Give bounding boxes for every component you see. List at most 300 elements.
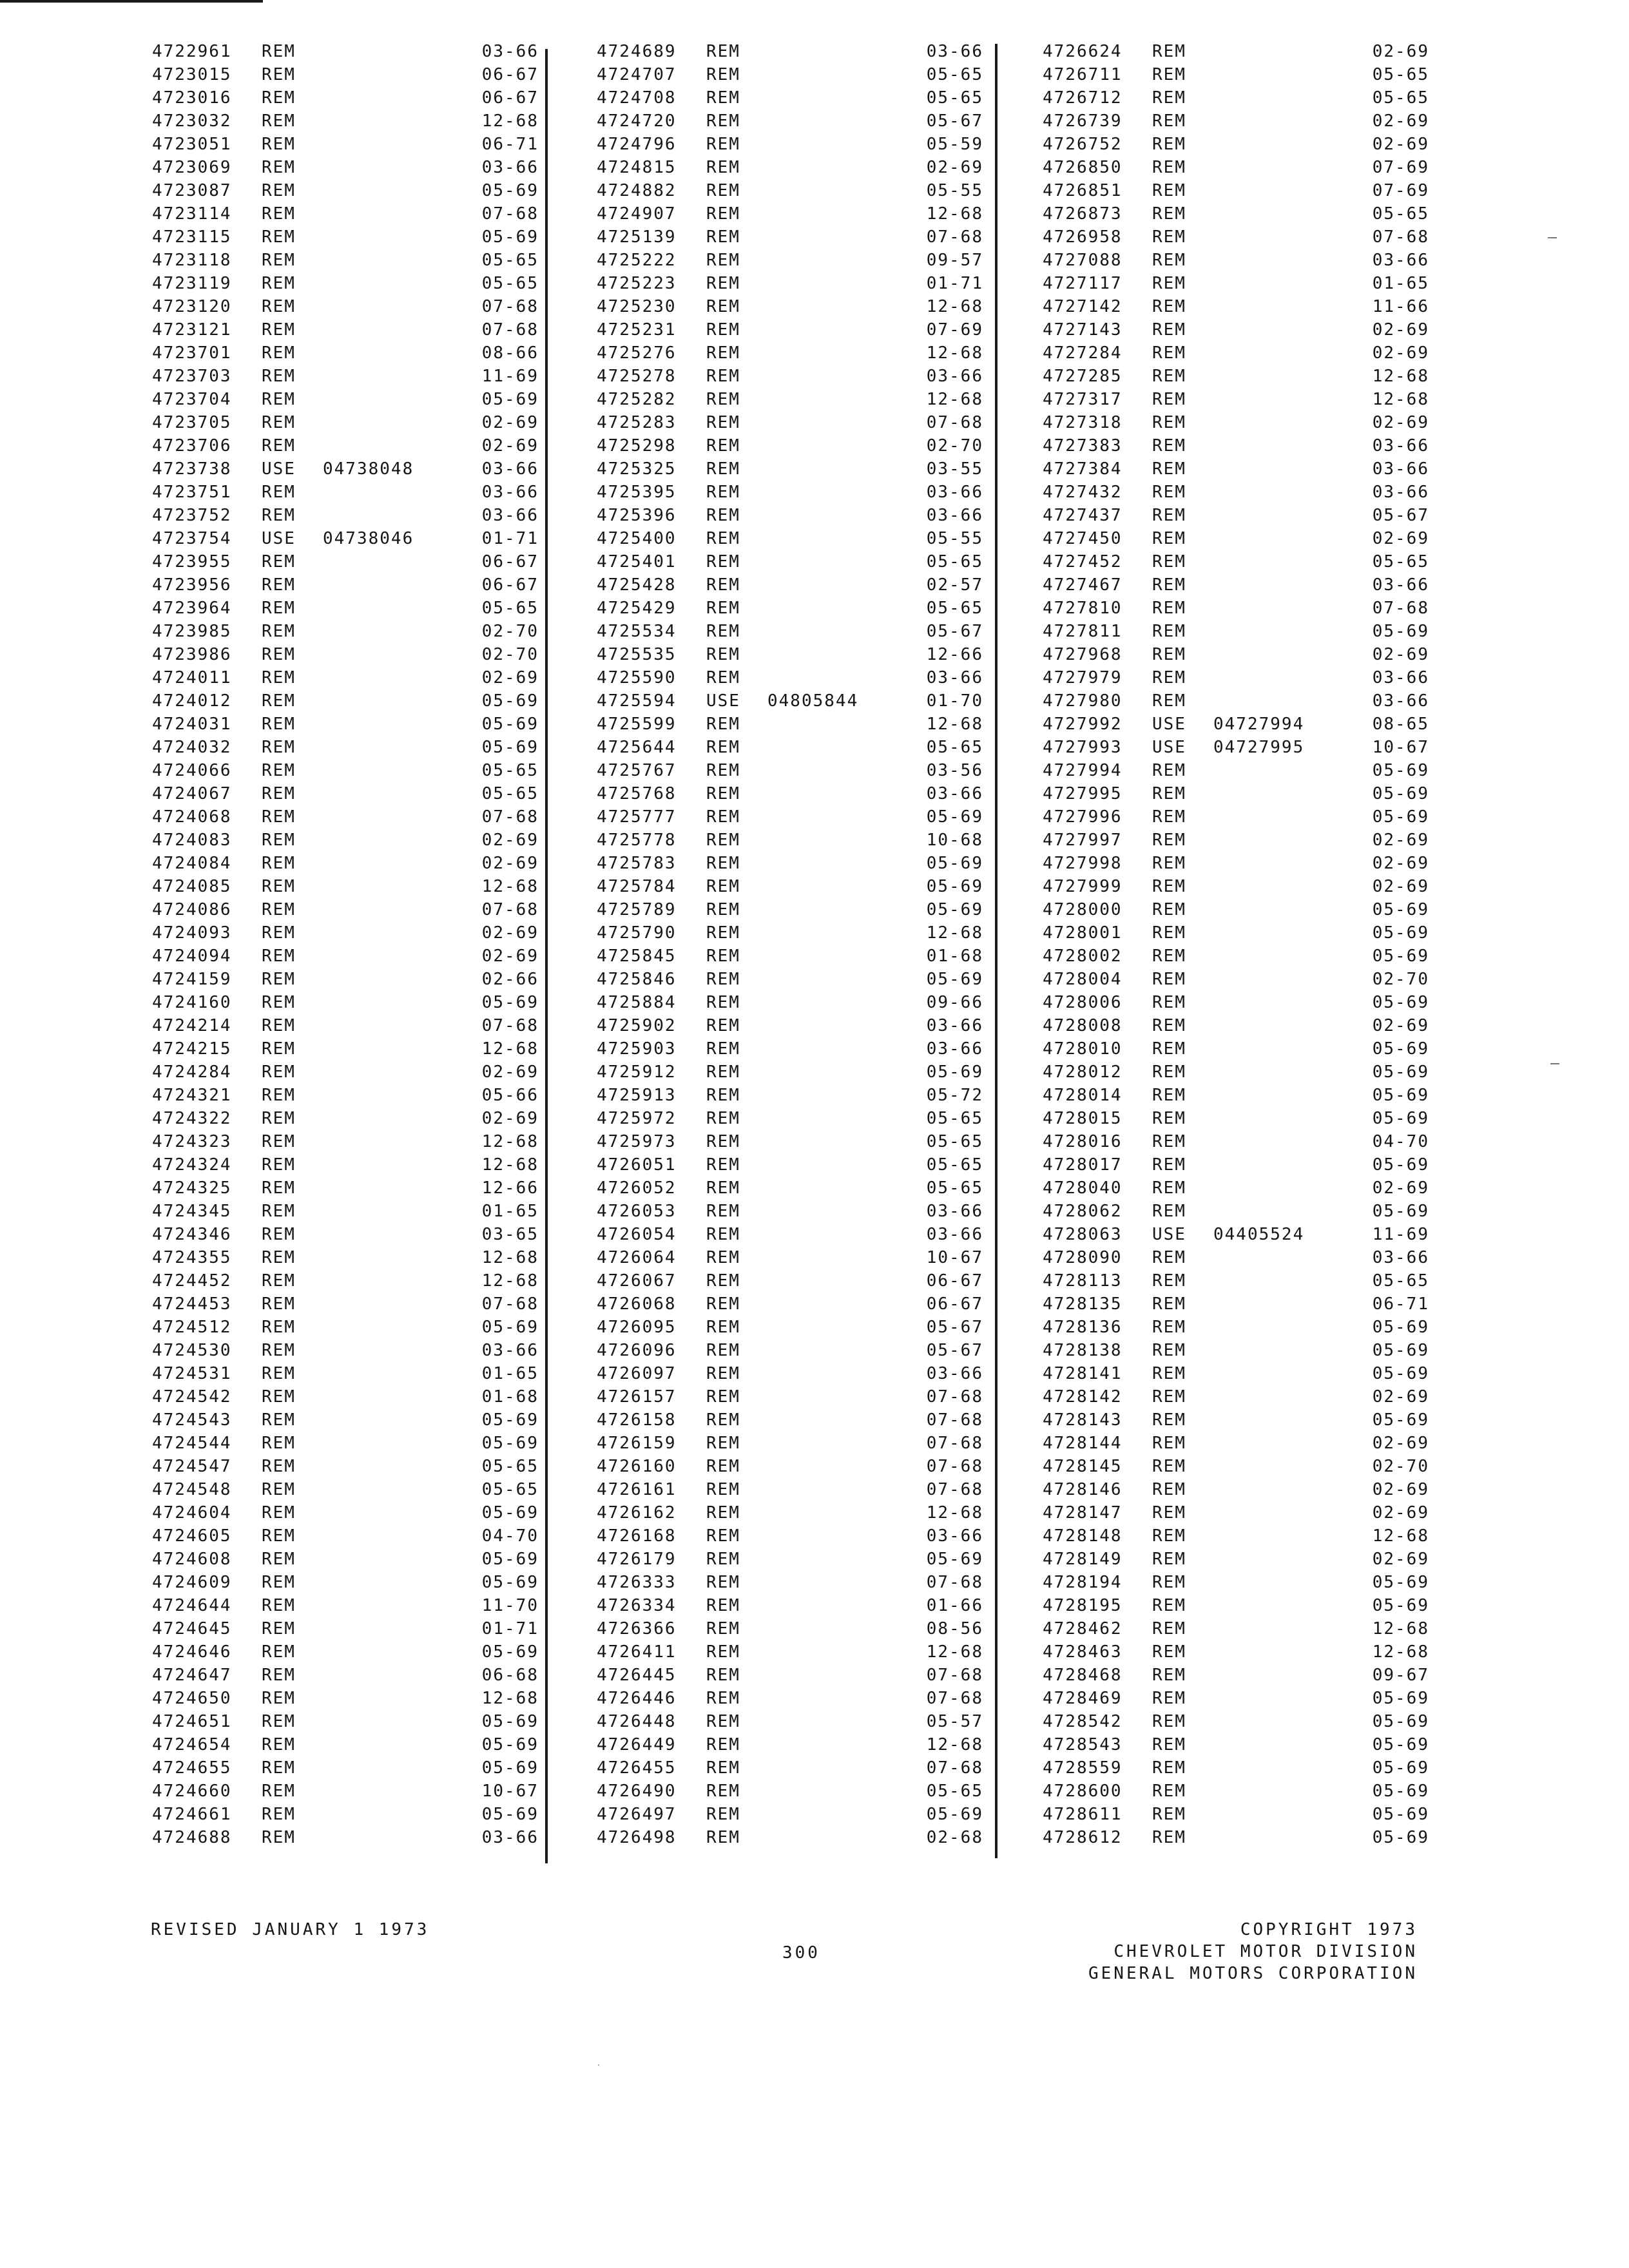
part-number: 4726711 [1043, 65, 1123, 84]
part-row [1043, 1664, 1429, 1687]
date-code: 05-69 [481, 1805, 539, 1824]
status-code: REM [706, 436, 740, 456]
part-row [597, 318, 983, 341]
date-code: 05-65 [926, 1782, 983, 1801]
date-code: 05-65 [481, 274, 539, 293]
part-number: 4723016 [152, 88, 232, 108]
status-code: REM [1152, 135, 1186, 154]
status-code: REM [1152, 1062, 1186, 1082]
status-code: REM [262, 320, 296, 340]
part-number: 4724323 [152, 1132, 232, 1151]
part-number: 4725768 [597, 784, 677, 803]
date-code: 05-65 [481, 1457, 539, 1476]
replacement-number: 04727994 [1213, 715, 1305, 734]
status-code: REM [706, 993, 740, 1012]
part-row [597, 1571, 983, 1594]
status-code: REM [706, 622, 740, 641]
part-row [152, 1524, 539, 1548]
date-code: 05-69 [1372, 1318, 1429, 1337]
status-code: REM [706, 251, 740, 270]
part-row [152, 1571, 539, 1594]
part-row [597, 666, 983, 689]
part-number: 4724647 [152, 1666, 232, 1685]
date-code: 03-66 [1372, 668, 1429, 687]
status-code: REM [262, 158, 296, 177]
date-code: 01-68 [926, 947, 983, 966]
part-number: 4728144 [1043, 1434, 1123, 1453]
date-code: 05-66 [481, 1086, 539, 1105]
date-code: 03-56 [926, 761, 983, 780]
date-code: 06-67 [481, 65, 539, 84]
part-number: 4726097 [597, 1364, 677, 1383]
status-code: REM [262, 1434, 296, 1453]
part-row [1043, 1455, 1429, 1478]
part-row [597, 1107, 983, 1130]
part-number: 4726712 [1043, 88, 1123, 108]
part-row [1043, 1339, 1429, 1362]
date-code: 12-68 [926, 923, 983, 943]
part-number: 4724084 [152, 854, 232, 873]
part-row [1043, 1548, 1429, 1571]
part-row [152, 1084, 539, 1107]
part-number: 4725535 [597, 645, 677, 664]
part-number: 4726490 [597, 1782, 677, 1801]
date-code: 05-69 [481, 1434, 539, 1453]
part-number: 4723051 [152, 135, 232, 154]
date-code: 05-69 [481, 1503, 539, 1523]
date-code: 05-67 [926, 1341, 983, 1360]
part-row [152, 1362, 539, 1385]
date-code: 05-67 [1372, 506, 1429, 525]
status-code: REM [262, 65, 296, 84]
part-row [1043, 133, 1429, 156]
date-code: 12-66 [481, 1178, 539, 1198]
date-code: 05-65 [1372, 552, 1429, 572]
part-row [152, 1733, 539, 1756]
date-code: 01-71 [481, 1619, 539, 1639]
part-number: 4724542 [152, 1387, 232, 1407]
part-row [1043, 736, 1429, 759]
date-code: 07-68 [481, 204, 539, 224]
part-number: 4728006 [1043, 993, 1123, 1012]
status-code: REM [1152, 993, 1186, 1012]
part-row [1043, 1803, 1429, 1826]
part-row [597, 110, 983, 133]
part-row [1043, 1733, 1429, 1756]
part-number: 4725395 [597, 483, 677, 502]
status-code: REM [706, 1248, 740, 1267]
status-code: REM [1152, 1016, 1186, 1035]
part-number: 4725396 [597, 506, 677, 525]
date-code: 01-65 [1372, 274, 1429, 293]
status-code: REM [706, 343, 740, 363]
status-code: REM [262, 1039, 296, 1059]
part-row [1043, 1432, 1429, 1455]
date-code: 07-68 [926, 1457, 983, 1476]
date-code: 02-70 [1372, 1457, 1429, 1476]
part-number: 4726333 [597, 1573, 677, 1592]
part-number: 4726179 [597, 1550, 677, 1569]
part-row [597, 1524, 983, 1548]
date-code: 03-66 [481, 42, 539, 61]
status-code: REM [1152, 1457, 1186, 1476]
part-number: 4724512 [152, 1318, 232, 1337]
status-code: REM [262, 854, 296, 873]
part-row [152, 527, 539, 550]
status-code: REM [1152, 877, 1186, 896]
date-code: 07-69 [1372, 181, 1429, 200]
status-code: REM [706, 1271, 740, 1291]
part-number: 4728148 [1043, 1526, 1123, 1546]
status-code: REM [1152, 1642, 1186, 1662]
status-code: REM [1152, 691, 1186, 711]
date-code: 03-66 [481, 506, 539, 525]
part-number: 4728542 [1043, 1712, 1123, 1731]
part-number: 4725428 [597, 575, 677, 595]
part-row [1043, 202, 1429, 226]
part-row [1043, 1780, 1429, 1803]
status-code: REM [1152, 1039, 1186, 1059]
part-number: 4724689 [597, 42, 677, 61]
date-code: 08-65 [1372, 715, 1429, 734]
part-row [152, 249, 539, 272]
column-divider-1 [545, 49, 548, 1863]
part-number: 4723955 [152, 552, 232, 572]
status-code: REM [706, 1457, 740, 1476]
date-code: 12-68 [926, 1642, 983, 1662]
part-number: 4726498 [597, 1828, 677, 1847]
date-code: 05-69 [1372, 1805, 1429, 1824]
part-row [1043, 991, 1429, 1014]
date-code: 02-69 [1372, 1503, 1429, 1523]
date-code: 05-55 [926, 181, 983, 200]
status-code: REM [262, 970, 296, 989]
part-number: 4725283 [597, 413, 677, 432]
part-row [1043, 1316, 1429, 1339]
date-code: 04-70 [1372, 1132, 1429, 1151]
part-row [597, 249, 983, 272]
date-code: 05-65 [926, 1109, 983, 1128]
part-number: 4727317 [1043, 390, 1123, 409]
part-number: 4727997 [1043, 831, 1123, 850]
status-code: REM [1152, 367, 1186, 386]
date-code: 05-69 [481, 1410, 539, 1430]
status-code: REM [1152, 1271, 1186, 1291]
part-row [152, 1432, 539, 1455]
part-row [597, 1478, 983, 1501]
status-code: REM [262, 1086, 296, 1105]
part-row [152, 504, 539, 527]
date-code: 02-69 [1372, 1434, 1429, 1453]
status-code: REM [706, 1132, 740, 1151]
date-code: 02-69 [1372, 831, 1429, 850]
part-row [597, 898, 983, 921]
part-number: 4723754 [152, 529, 232, 548]
date-code: 12-68 [926, 204, 983, 224]
part-number: 4728145 [1043, 1457, 1123, 1476]
status-code: REM [262, 1062, 296, 1082]
part-number: 4724085 [152, 877, 232, 896]
date-code: 12-68 [481, 1271, 539, 1291]
part-number: 4728001 [1043, 923, 1123, 943]
status-code: REM [1152, 1503, 1186, 1523]
part-row [152, 1640, 539, 1664]
part-number: 4726096 [597, 1341, 677, 1360]
replacement-number: 04727995 [1213, 738, 1305, 757]
date-code: 03-66 [1372, 251, 1429, 270]
part-number: 4726162 [597, 1503, 677, 1523]
part-row [597, 875, 983, 898]
status-code: REM [706, 1434, 740, 1453]
date-code: 03-66 [926, 367, 983, 386]
part-row [597, 1061, 983, 1084]
revised-date: REVISED JANUARY 1 1973 [151, 1920, 430, 1939]
part-number: 4728194 [1043, 1573, 1123, 1592]
status-code: REM [706, 1619, 740, 1639]
status-code: REM [1152, 807, 1186, 827]
status-code: REM [262, 1712, 296, 1731]
part-number: 4723752 [152, 506, 232, 525]
date-code: 07-68 [926, 1387, 983, 1407]
part-number: 4723956 [152, 575, 232, 595]
status-code: REM [262, 900, 296, 919]
part-number: 4727992 [1043, 715, 1123, 734]
status-code: REM [1152, 459, 1186, 479]
date-code: 06-67 [481, 575, 539, 595]
date-code: 02-69 [1372, 877, 1429, 896]
status-code: REM [262, 227, 296, 247]
status-code: REM [1152, 1387, 1186, 1407]
date-code: 05-69 [926, 970, 983, 989]
status-code: REM [706, 1596, 740, 1615]
part-number: 4724083 [152, 831, 232, 850]
status-code: REM [262, 1109, 296, 1128]
part-row [1043, 1478, 1429, 1501]
copyright-line-3: GENERAL MOTORS CORPORATION [1088, 1964, 1418, 1983]
date-code: 02-69 [481, 668, 539, 687]
part-number: 4726052 [597, 1178, 677, 1198]
date-code: 08-56 [926, 1619, 983, 1639]
part-row [152, 620, 539, 643]
date-code: 02-66 [481, 970, 539, 989]
part-number: 4727999 [1043, 877, 1123, 896]
status-code: REM [706, 715, 740, 734]
date-code: 02-69 [1372, 320, 1429, 340]
part-row [597, 643, 983, 666]
status-code: REM [1152, 1086, 1186, 1105]
date-code: 02-69 [1372, 1178, 1429, 1198]
part-number: 4724907 [597, 204, 677, 224]
date-code: 05-69 [481, 1318, 539, 1337]
part-number: 4725784 [597, 877, 677, 896]
part-number: 4727284 [1043, 343, 1123, 363]
date-code: 05-69 [1372, 1039, 1429, 1059]
part-number: 4725590 [597, 668, 677, 687]
part-row [152, 1756, 539, 1780]
part-row [597, 1084, 983, 1107]
part-row [152, 481, 539, 504]
part-number: 4727384 [1043, 459, 1123, 479]
status-code: REM [1152, 1666, 1186, 1685]
part-row [597, 829, 983, 852]
part-row [1043, 110, 1429, 133]
status-code: REM [262, 1596, 296, 1615]
part-row [597, 805, 983, 829]
status-code: REM [706, 1341, 740, 1360]
date-code: 12-68 [926, 297, 983, 316]
part-number: 4725912 [597, 1062, 677, 1082]
part-number: 4725534 [597, 622, 677, 641]
date-code: 03-55 [926, 459, 983, 479]
status-code: REM [1152, 1434, 1186, 1453]
part-row [152, 156, 539, 179]
part-number: 4724543 [152, 1410, 232, 1430]
date-code: 07-68 [926, 227, 983, 247]
part-row [152, 1037, 539, 1061]
status-code: REM [706, 1503, 740, 1523]
part-row [1043, 875, 1429, 898]
date-code: 07-68 [481, 297, 539, 316]
part-row [152, 829, 539, 852]
status-code: REM [706, 227, 740, 247]
part-row [597, 481, 983, 504]
date-code: 05-65 [1372, 204, 1429, 224]
date-code: 05-69 [1372, 1828, 1429, 1847]
part-number: 4723087 [152, 181, 232, 200]
part-number: 4724720 [597, 111, 677, 131]
date-code: 05-69 [1372, 784, 1429, 803]
part-number: 4723706 [152, 436, 232, 456]
status-code: REM [1152, 1782, 1186, 1801]
part-row [152, 643, 539, 666]
date-code: 05-69 [481, 1758, 539, 1778]
page-number: 300 [782, 1943, 820, 1963]
part-number: 4725790 [597, 923, 677, 943]
part-number: 4724012 [152, 691, 232, 711]
status-code: REM [706, 1480, 740, 1499]
status-code: REM [262, 715, 296, 734]
part-number: 4724530 [152, 1341, 232, 1360]
status-code: REM [706, 970, 740, 989]
part-number: 4724708 [597, 88, 677, 108]
part-number: 4728136 [1043, 1318, 1123, 1337]
date-code: 05-69 [481, 227, 539, 247]
date-code: 05-65 [1372, 65, 1429, 84]
part-number: 4724284 [152, 1062, 232, 1082]
status-code: REM [1152, 575, 1186, 595]
status-code: REM [262, 251, 296, 270]
date-code: 12-68 [481, 1132, 539, 1151]
date-code: 03-66 [481, 1828, 539, 1847]
date-code: 11-70 [481, 1596, 539, 1615]
part-row [1043, 341, 1429, 365]
part-row [152, 1687, 539, 1710]
date-code: 09-67 [1372, 1666, 1429, 1685]
status-code: REM [262, 784, 296, 803]
status-code: REM [1152, 1712, 1186, 1731]
date-code: 12-68 [926, 1735, 983, 1754]
status-code: REM [1152, 204, 1186, 224]
date-code: 05-65 [926, 1178, 983, 1198]
date-code: 05-69 [481, 390, 539, 409]
part-number: 4726054 [597, 1225, 677, 1244]
date-code: 02-69 [1372, 1480, 1429, 1499]
part-row [597, 457, 983, 481]
part-number: 4725325 [597, 459, 677, 479]
part-number: 4724608 [152, 1550, 232, 1569]
part-number: 4724453 [152, 1294, 232, 1314]
part-number: 4724651 [152, 1712, 232, 1731]
status-code: REM [1152, 506, 1186, 525]
date-code: 09-66 [926, 993, 983, 1012]
part-number: 4723069 [152, 158, 232, 177]
status-code: REM [706, 645, 740, 664]
status-code: REM [262, 1457, 296, 1476]
status-code: REM [706, 807, 740, 827]
part-row [152, 689, 539, 713]
part-number: 4724031 [152, 715, 232, 734]
part-number: 4728143 [1043, 1410, 1123, 1430]
part-row [152, 1014, 539, 1037]
date-code: 07-68 [926, 1666, 983, 1685]
part-number: 4724215 [152, 1039, 232, 1059]
status-code: USE [1152, 738, 1186, 757]
part-row [1043, 249, 1429, 272]
date-code: 12-68 [926, 343, 983, 363]
status-code: REM [1152, 65, 1186, 84]
date-code: 07-68 [1372, 227, 1429, 247]
scan-speck [598, 2064, 599, 2066]
part-number: 4724159 [152, 970, 232, 989]
date-code: 06-71 [481, 135, 539, 154]
part-number: 4727318 [1043, 413, 1123, 432]
part-row [152, 318, 539, 341]
part-number: 4723705 [152, 413, 232, 432]
status-code: REM [1152, 854, 1186, 873]
date-code: 02-69 [481, 923, 539, 943]
part-row [1043, 1037, 1429, 1061]
part-row [597, 133, 983, 156]
part-number: 4724548 [152, 1480, 232, 1499]
part-row [597, 1733, 983, 1756]
part-row [597, 1710, 983, 1733]
part-number: 4726168 [597, 1526, 677, 1546]
part-row [152, 1153, 539, 1177]
part-number: 4725599 [597, 715, 677, 734]
part-row [152, 968, 539, 991]
part-number: 4724654 [152, 1735, 232, 1754]
part-row [1043, 782, 1429, 805]
part-row [597, 63, 983, 86]
part-row [152, 1177, 539, 1200]
part-number: 4726497 [597, 1805, 677, 1824]
part-row [152, 63, 539, 86]
status-code: REM [262, 181, 296, 200]
status-code: REM [1152, 1805, 1186, 1824]
date-code: 12-68 [926, 715, 983, 734]
date-code: 06-67 [481, 552, 539, 572]
status-code: REM [262, 691, 296, 711]
part-row [152, 713, 539, 736]
part-row [152, 805, 539, 829]
status-code: REM [262, 1573, 296, 1592]
part-number: 4724355 [152, 1248, 232, 1267]
date-code: 02-69 [1372, 343, 1429, 363]
date-code: 02-69 [481, 413, 539, 432]
date-code: 12-68 [1372, 390, 1429, 409]
part-row [1043, 63, 1429, 86]
part-row [1043, 921, 1429, 945]
